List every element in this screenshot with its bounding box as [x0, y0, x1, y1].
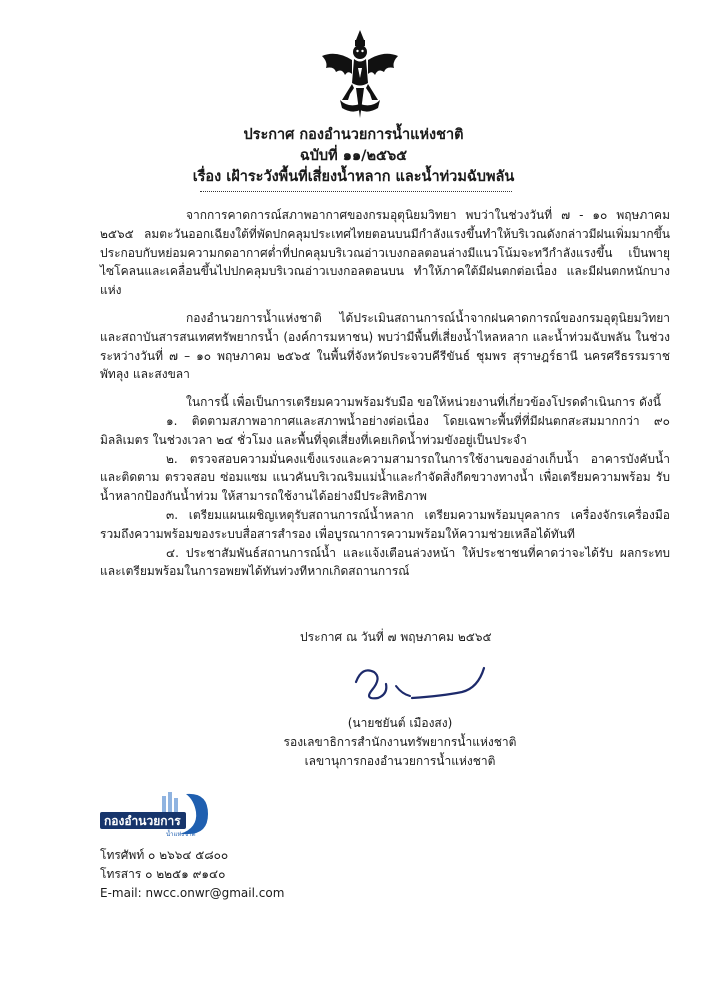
issue-number: ฉบับที่ ๑๑/๒๕๖๕ — [299, 148, 408, 164]
handwritten-signature-icon — [352, 660, 502, 708]
logo-subtext: น้ำแห่งชาติ — [166, 831, 196, 838]
action-step-2: ๒. ตรวจสอบความมั่นคงแข็งแรงและความสามารถในการใช้งานของอ่างเก็บน้ำ อาคารบังคับน้ำ และติดตาม ตรวจสอบ ซ่อมแซม แนวคันบริเวณริมแม่น้ำและกำจัดสิ่งกีดขวางทางน้ำ เพื่อเตรียมความพร้อม รับน้ำหลากป้องกันน้ำท่วม ให้สามารถใช้งานได้อย่างมีประสิทธิภาพ — [100, 451, 670, 504]
signatory-block — [280, 714, 520, 771]
contact-footer — [100, 846, 284, 903]
action-step-1: ๑. ติดตามสภาพอากาศและสภาพน้ำอย่างต่อเนื่อง โดยเฉพาะพื้นที่ที่มีฝนตกสะสมมากกว่า ๙๐ มิลลิเมตร ในช่วงเวลา ๒๔ ชั่วโมง และพื้นที่จุดเสี่ยงที่เคยเกิดน้ำท่วมขังอยู่เป็นประจำ — [100, 413, 670, 447]
fax-number: โทรสาร ๐ ๒๒๕๑ ๙๑๔๐ — [100, 867, 226, 881]
phone-number: โทรศัพท์ ๐ ๒๖๖๔ ๕๘๐๐ — [100, 848, 229, 862]
signatory-position-1: รองเลขาธิการสำนักงานทรัพยากรน้ำแห่งชาติ — [283, 735, 517, 749]
body-paragraph-3: ในการนี้ เพื่อเป็นการเตรียมความพร้อมรับมือ ขอให้หน่วยงานที่เกี่ยวข้องโปรดดำเนินการ ดังนี้ — [186, 395, 661, 410]
announcement-title: ประกาศ กองอำนวยการน้ำแห่งชาติ — [243, 127, 464, 143]
announcement-body — [100, 206, 670, 581]
nwcc-logo-icon — [100, 790, 212, 838]
action-step-4: ๔. ประชาสัมพันธ์สถานการณ์น้ำ และแจ้งเตือนล่วงหน้า ให้ประชาชนที่คาดว่าจะได้รับ ผลกระทบ และเตรียมพร้อมในการอพยพได้ทันท่วงทีหากเกิดสถานการณ์ — [100, 545, 670, 579]
subject-divider — [200, 191, 512, 192]
body-paragraph-2: กองอำนวยการน้ำแห่งชาติ ได้ประเมินสถานการณ์น้ำจากฝนคาดการณ์ของกรมอุตุนิยมวิทยา และสถาบันสารสนเทศทรัพยากรน้ำ (องค์การมหาชน) พบว่ามีพื้นที่เสี่ยงน้ำไหลหลาก และน้ำท่วมฉับพลัน ในช่วงระหว่างวันที่ ๗ – ๑๐ พฤษภาคม ๒๕๖๕ ในพื้นที่จังหวัดประจวบคีรีขันธ์ ชุมพร สุราษฎร์ธานี นครศรีธรรมราช พัทลุง และสงขลา — [100, 310, 670, 382]
logo-text: กองอำนวยการ — [104, 814, 181, 828]
body-paragraph-1: จากการคาดการณ์สภาพอากาศของกรมอุตุนิยมวิทยา พบว่าในช่วงวันที่ ๗ - ๑๐ พฤษภาคม ๒๕๖๕ ลมตะวันออกเฉียงใต้ที่พัดปกคลุมประเทศไทยตอนบนมีกำลังแรงขึ้นทำให้บริเวณดังกล่าวมีฝนเพิ่มมากขึ้น ประกอบกับหย่อมความกดอากาศต่ำที่ปกคลุมบริเวณอ่าวเบงกอลตอนล่างมีแนวโน้มจะทวีกำลังแรงขึ้น เป็นพายุไซโคลนและเคลื่อนขึ้นไปปกคลุมบริเวณอ่าวเบงกอลตอนบน ทำให้ภาคใต้มีฝนตกต่อเนื่อง และมีฝนตกหนักบางแห่ง — [100, 208, 670, 298]
signatory-name: (นายชยันต์ เมืองสง) — [347, 716, 453, 730]
announcement-subject: เรื่อง เฝ้าระวังพื้นที่เสี่ยงน้ำหลาก และน้ำท่วมฉับพลัน — [192, 169, 515, 185]
signatory-position-2: เลขานุการกองอำนวยการน้ำแห่งชาติ — [304, 754, 496, 768]
announcement-date: ประกาศ ณ วันที่ ๗ พฤษภาคม ๒๕๖๕ — [300, 630, 492, 644]
action-step-3: ๓. เตรียมแผนเผชิญเหตุรับสถานการณ์น้ำหลาก เตรียมความพร้อมบุคลากร เครื่องจักรเครื่องมือ รวมถึงความพร้อมของระบบสื่อสารสำรอง เพื่อบูรณาการความพร้อมให้ความช่วยเหลือได้ทันที — [100, 507, 670, 541]
garuda-emblem-icon — [318, 28, 402, 120]
email-address: E-mail: nwcc.onwr@gmail.com — [100, 886, 285, 900]
